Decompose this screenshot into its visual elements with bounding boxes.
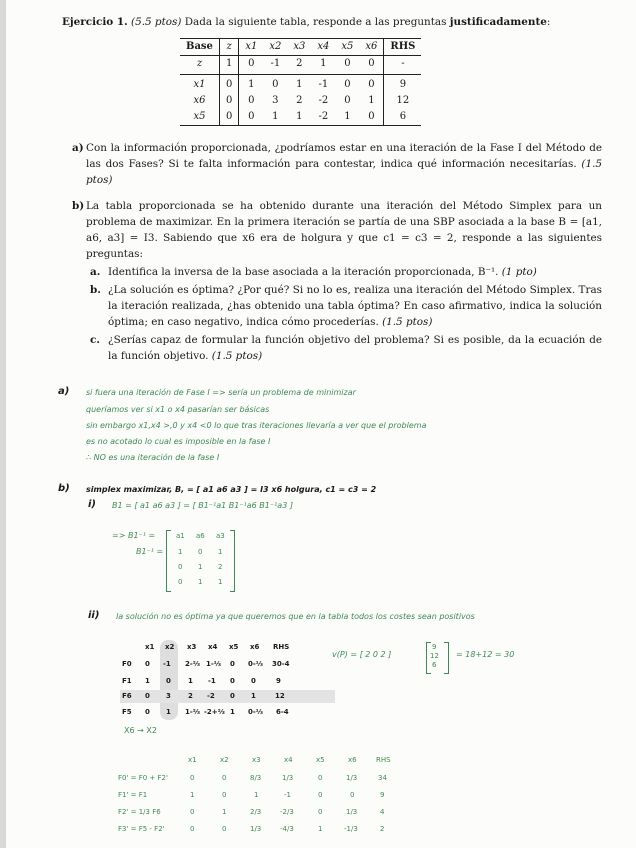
hw-a-line: sin embargo x1,x4 >,0 y x4 <0 lo que tras iteraciones llevaría a ver que el problema xyxy=(86,421,427,430)
hw-ii-mark: ii) xyxy=(88,610,100,621)
table-cell: x6 xyxy=(180,93,219,109)
hw-binv-header: a1 xyxy=(176,532,185,540)
hw-v-vector-cell: 12 xyxy=(430,652,439,660)
tableau-cell: 3 xyxy=(166,692,171,700)
tableau-cell: 0-⅓ xyxy=(248,660,264,668)
tableau-cell: 0 xyxy=(166,677,171,685)
hw-v-expr: v(P) = [ 2 0 2 ] xyxy=(332,650,392,659)
hw-binv-cell: 0 xyxy=(178,578,183,586)
table-cell: 1 xyxy=(219,56,238,75)
tableau-cell: 12 xyxy=(275,692,285,700)
tableau-row-label: F1 xyxy=(122,677,132,685)
new-tableau-cell: 0 xyxy=(190,808,195,816)
hw-v-bracket-right xyxy=(444,642,449,674)
hw-binv-bracket-right xyxy=(230,530,235,592)
tableau-cell: 1 xyxy=(166,708,171,716)
subquestion-label: a. xyxy=(90,266,101,278)
subquestion-text: ¿La solución es óptima? ¿Por qué? Si no lo es, realiza una iteración del Método Simplex. Tras la iteración realizada, ¿has obtenido una tabla óptima? En caso afirmativo, indica la solución óptima; en caso negativo, indica cómo procederías. xyxy=(108,284,602,328)
new-tableau-cell: 1 xyxy=(254,791,259,799)
tableau-cell: 1 xyxy=(188,677,193,685)
tableau-cell: 0 xyxy=(145,708,150,716)
hw-a-mark: a) xyxy=(58,386,70,397)
hw-binv-label: B1⁻¹ = xyxy=(136,547,164,556)
tableau-cell: 0 xyxy=(230,660,235,668)
tableau-row-label: F6 xyxy=(122,692,132,700)
header-cell: x3 xyxy=(287,39,311,56)
tableau-cell: -1 xyxy=(163,660,171,668)
exercise-title: Ejercicio 1. xyxy=(62,16,128,28)
new-tableau-cell: 1/3 xyxy=(282,774,294,782)
table-cell: z xyxy=(180,56,219,75)
table-cell: 0 xyxy=(219,109,238,126)
tableau-cell: 1 xyxy=(230,708,235,716)
table-cell: 9 xyxy=(399,79,407,90)
hw-binv-cell: 1 xyxy=(198,578,203,586)
table-cell: 1 xyxy=(311,56,335,75)
table-cell: 3 xyxy=(272,95,279,106)
header-cell: x6 xyxy=(359,39,384,56)
new-tableau-cell: 0 xyxy=(318,808,323,816)
table-cell: 2 xyxy=(287,56,311,75)
new-tableau-cell: 0 xyxy=(222,825,227,833)
tableau-cell: 0 xyxy=(145,660,150,668)
hw-i-mark: i) xyxy=(88,499,96,510)
new-tableau-cell: 8/3 xyxy=(250,774,262,782)
new-tableau-cell: -2/3 xyxy=(280,808,294,816)
table-cell: 0 xyxy=(248,111,255,122)
hw-v-result: = 18+12 = 30 xyxy=(456,650,515,659)
header-cell: RHS xyxy=(384,39,421,56)
subquestion-text: ¿Serías capaz de formular la función objetivo del problema? Si es posible, da la ecuación de la función objetivo. xyxy=(108,334,602,362)
tableau-header: x2 xyxy=(165,643,175,651)
header-cell: x1 xyxy=(239,39,264,56)
exercise-intro-end: : xyxy=(546,16,551,28)
new-tableau-header: x5 xyxy=(316,756,325,764)
tableau-cell: 1-⅔ xyxy=(185,708,201,716)
new-tableau-cell: 0 xyxy=(350,791,355,799)
new-tableau-cell: 0 xyxy=(222,791,227,799)
new-tableau-header: RHS xyxy=(376,756,391,764)
table-cell: 1 xyxy=(296,111,303,122)
new-tableau-cell: 2/3 xyxy=(250,808,262,816)
table-cell: x1 xyxy=(180,75,219,94)
tableau-header: x1 xyxy=(145,643,155,651)
hw-binv-cell: 1 xyxy=(198,563,203,571)
subquestion-points: (1.5 ptos) xyxy=(382,316,433,328)
table-cell: 1 xyxy=(272,111,279,122)
new-tableau-header: x3 xyxy=(252,756,261,764)
question-text: Con la información proporcionada, ¿podríamos estar en una iteración de la Fase I del Método de las dos Fases? Si te falta información para contestar, indica qué información necesitarías. xyxy=(86,142,602,170)
table-cell: -1 xyxy=(263,56,287,75)
hw-v-vector-cell: 6 xyxy=(432,661,437,669)
question-a xyxy=(62,140,602,188)
table-cell: 0 xyxy=(344,95,351,106)
new-tableau-header: x2 xyxy=(220,756,229,764)
subquestion-points: (1.5 ptos) xyxy=(211,350,263,362)
hw-a-line: queríamos ver si x1 o x4 pasarían ser básicas xyxy=(86,405,270,414)
subquestion-text: Identifica la inversa de la base asociada a la iteración proporcionada, B⁻¹. xyxy=(108,266,499,278)
tableau-header: RHS xyxy=(273,643,290,651)
table-row xyxy=(180,75,421,94)
hw-binv-cell: 1 xyxy=(218,548,223,556)
table-cell: x5 xyxy=(180,109,219,126)
page-edge xyxy=(0,0,6,848)
new-tableau-row-label: F2' = 1/3 F6 xyxy=(118,808,161,816)
tableau-header: x3 xyxy=(187,643,197,651)
subquestion xyxy=(86,332,602,364)
exercise-heading xyxy=(62,14,602,30)
tableau-row-label: F0 xyxy=(122,660,132,668)
table-cell: 1 xyxy=(296,79,303,90)
hw-a-line: si fuera una iteración de Fase I => sería un problema de minimizar xyxy=(86,388,356,397)
table-cell: 1 xyxy=(248,79,255,90)
new-tableau-cell: 2 xyxy=(380,825,385,833)
tableau-header: x5 xyxy=(229,643,239,651)
header-cell: z xyxy=(219,39,238,56)
tableau-cell: 1 xyxy=(251,692,256,700)
new-tableau-header: x4 xyxy=(284,756,293,764)
table-cell: 0 xyxy=(335,56,359,75)
hw-binv-header: a6 xyxy=(196,532,205,540)
table-row xyxy=(180,56,421,75)
new-tableau-header: x6 xyxy=(348,756,357,764)
tableau-cell: 0 xyxy=(145,692,150,700)
exercise-points: (5.5 ptos) xyxy=(131,16,182,28)
subquestion xyxy=(86,264,602,280)
new-tableau-row-label: F1' = F1 xyxy=(118,791,148,799)
tableau-cell: 0-⅓ xyxy=(248,708,264,716)
table-cell: 1 xyxy=(344,111,351,122)
new-tableau-cell: 0 xyxy=(222,774,227,782)
question-label: b) xyxy=(72,200,85,212)
exercise-intro: Dada la siguiente tabla, responde a las preguntas xyxy=(184,16,447,28)
table-cell: 6 xyxy=(399,111,407,122)
table-header-row xyxy=(180,39,421,56)
table-cell: 0 xyxy=(359,109,384,126)
table-cell: -2 xyxy=(318,95,329,106)
table-cell: 0 xyxy=(219,75,238,94)
exercise-intro-bold: justificadamente xyxy=(449,16,547,28)
hw-binv-bracket-left xyxy=(166,530,171,592)
hw-a-line: ∴ NO es una iteración de la fase I xyxy=(86,453,220,462)
tableau-cell: 2-⅔ xyxy=(185,660,201,668)
hw-binv-header: a3 xyxy=(216,532,225,540)
table-cell: 0 xyxy=(359,56,384,75)
table-cell: 0 xyxy=(239,56,264,75)
header-cell: x5 xyxy=(335,39,359,56)
table-cell: -2 xyxy=(318,111,329,122)
tableau-row-label: F5 xyxy=(122,708,132,716)
table-cell: 0 xyxy=(272,79,279,90)
new-tableau-row-label: F3' = F5 - F2' xyxy=(118,825,165,833)
new-tableau-cell: 0 xyxy=(190,774,195,782)
new-tableau-row-label: F0' = F0 + F2' xyxy=(118,774,168,782)
new-tableau-cell: 1/3 xyxy=(250,825,262,833)
new-tableau-cell: 1 xyxy=(318,825,323,833)
question-label: a) xyxy=(72,142,84,154)
table-cell: 2 xyxy=(296,95,303,106)
tableau-cell: 1-⅓ xyxy=(206,660,222,668)
table-cell: 1 xyxy=(359,93,384,109)
subquestion-label: c. xyxy=(90,334,100,346)
table-cell: -1 xyxy=(318,79,329,90)
new-tableau-cell: 4 xyxy=(380,808,385,816)
tableau-cell: 6-4 xyxy=(276,708,289,716)
question-b xyxy=(62,198,602,364)
hw-b-line: simplex maximizar, B, = [ a1 a6 a3 ] = I3 x6 holgura, c1 = c3 = 2 xyxy=(86,485,377,494)
exercise-sheet xyxy=(62,14,602,364)
hw-binv-arrow: => B1⁻¹ = xyxy=(112,531,156,540)
hw-ii-line: la solución no es óptima ya que queremos que en la tabla todos los costes sean positivos xyxy=(116,612,475,621)
header-cell: x4 xyxy=(311,39,335,56)
hw-i-line: B1 = [ a1 a6 a3 ] = [ B1⁻¹a1 B1⁻¹a6 B1⁻¹a3 ] xyxy=(112,501,293,510)
new-tableau-cell: 1 xyxy=(190,791,195,799)
question-points: (1.5 ptos) xyxy=(86,158,602,186)
hw-binv-cell: 1 xyxy=(178,548,183,556)
subquestion xyxy=(86,282,602,330)
table-cell: 12 xyxy=(396,95,410,106)
tableau-cell: 0 xyxy=(251,677,256,685)
subquestion-label: b. xyxy=(90,284,101,296)
new-tableau-cell: 0 xyxy=(318,791,323,799)
hw-binv-cell: 0 xyxy=(198,548,203,556)
tableau-cell: -1 xyxy=(208,677,216,685)
tableau-cell: -2 xyxy=(207,692,215,700)
table-cell: 0 xyxy=(219,93,238,109)
tableau-header: x4 xyxy=(208,643,218,651)
new-tableau-cell: -4/3 xyxy=(280,825,294,833)
table-cell: 0 xyxy=(359,75,384,94)
tableau-header: x6 xyxy=(250,643,260,651)
new-tableau-cell: -1 xyxy=(284,791,291,799)
tableau-cell: 0 xyxy=(230,677,235,685)
hw-pivot-note: X6 → X2 xyxy=(124,726,157,735)
new-tableau-cell: 0 xyxy=(190,825,195,833)
pivot-row-highlight xyxy=(120,690,335,703)
hw-binv-cell: 2 xyxy=(218,563,223,571)
new-tableau-header: x1 xyxy=(188,756,197,764)
tableau-cell: -2+⅔ xyxy=(204,708,225,716)
new-tableau-cell: -1/3 xyxy=(344,825,358,833)
simplex-table xyxy=(180,38,421,126)
table-cell: 0 xyxy=(248,95,255,106)
new-tableau-cell: 34 xyxy=(378,774,387,782)
tableau-cell: 9 xyxy=(276,677,281,685)
table-cell: - xyxy=(384,56,421,75)
hw-a-line: es no acotado lo cual es imposible en la fase I xyxy=(86,437,271,446)
hw-b-mark: b) xyxy=(58,483,70,494)
new-tableau-cell: 9 xyxy=(380,791,385,799)
question-text: La tabla proporcionada se ha obtenido durante una iteración del Método Simplex para un problema de maximizar. En la primera iteración se partía de una SBP asociada a la base B = [a1, a6, a3] = I3. Sabiendo que x6 era de holgura y que c1 = c3 = 2, responde a las siguientes preguntas: xyxy=(86,200,602,260)
subquestion-points: (1 pto) xyxy=(501,266,537,278)
header-cell: Base xyxy=(180,39,219,56)
hw-binv-cell: 1 xyxy=(218,578,223,586)
header-cell: x2 xyxy=(263,39,287,56)
hw-binv-cell: 0 xyxy=(178,563,183,571)
hw-v-vector-cell: 9 xyxy=(432,643,437,651)
table-row xyxy=(180,93,421,109)
tableau-cell: 1 xyxy=(145,677,150,685)
new-tableau-cell: 0 xyxy=(318,774,323,782)
table-row xyxy=(180,109,421,126)
new-tableau-cell: 1/3 xyxy=(346,808,358,816)
new-tableau-cell: 1 xyxy=(222,808,227,816)
tableau-cell: 0 xyxy=(230,692,235,700)
new-tableau-cell: 1/3 xyxy=(346,774,358,782)
tableau-cell: 2 xyxy=(188,692,193,700)
tableau-cell: 30-4 xyxy=(272,660,290,668)
table-cell: 0 xyxy=(344,79,351,90)
